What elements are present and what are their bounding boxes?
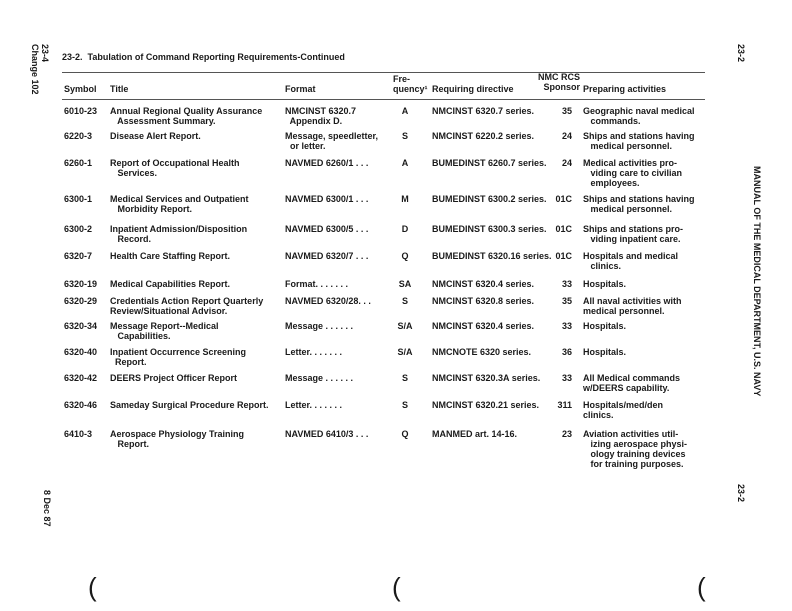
change-number: Change 102 [30, 44, 40, 95]
cell-directive: BUMEDINST 6300.2 series. [432, 194, 547, 204]
header-preparing: Preparing activities [583, 84, 667, 94]
cell-directive: NMCINST 6320.7 series. [432, 106, 535, 116]
cell-title: Inpatient Admission/Disposition Record. [110, 224, 248, 244]
cell-format: Letter. . . . . . . [285, 400, 343, 410]
cell-sponsor: 33 [561, 321, 572, 331]
margin-page-top: 23-2 [736, 44, 746, 63]
cell-sponsor: 36 [561, 347, 572, 357]
cell-title: Report of Occupational Health Services. [110, 158, 240, 178]
cell-preparing: Ships and stations having medical personnel. [583, 131, 695, 151]
cell-format: Message, speedletter, or letter. [285, 131, 379, 151]
cell-format: NAVMED 6300/5 . . . [285, 224, 369, 234]
header-symbol: Symbol [64, 84, 97, 94]
cell-preparing: Hospitals. [583, 279, 627, 289]
cell-frequency: Q [401, 251, 409, 261]
cell-symbol: 6320-42 [64, 373, 98, 383]
cell-sponsor: 311 [557, 400, 572, 410]
cell-directive: NMCINST 6220.2 series. [432, 131, 535, 141]
binding-hole-mark: ( [88, 572, 97, 602]
cell-format: Format. . . . . . . [285, 279, 349, 289]
cell-format: Message . . . . . . [285, 373, 354, 383]
cell-title: Annual Regional Quality Assurance Assessment Summary. [110, 106, 263, 126]
cell-sponsor: 01C [555, 251, 572, 261]
margin-change-label [30, 44, 50, 95]
cell-directive: NMCINST 6320.4 series. [432, 321, 535, 331]
cell-preparing: All Medical commands w/DEERS capability. [583, 373, 681, 393]
header-title: Title [110, 84, 129, 94]
cell-symbol: 6220-3 [64, 131, 93, 141]
cell-symbol: 6320-29 [64, 296, 98, 306]
cell-sponsor: 35 [561, 296, 572, 306]
cell-sponsor: 24 [561, 131, 572, 141]
cell-preparing: Ships and stations pro- viding inpatient care. [583, 224, 684, 244]
cell-format: NAVMED 6320/7 . . . [285, 251, 369, 261]
cell-sponsor: 23 [561, 429, 572, 439]
cell-frequency: Q [401, 429, 409, 439]
cell-frequency: M [401, 194, 409, 204]
margin-running-head: MANUAL OF THE MEDICAL DEPARTMENT, U.S. NAVY [752, 166, 762, 397]
cell-frequency: S [401, 131, 408, 141]
cell-title: Medical Capabilities Report. [110, 279, 231, 289]
cell-preparing: All naval activities with medical personnel. [583, 296, 682, 316]
header-frequency: Fre- quency¹ [393, 74, 428, 94]
cell-title: Message Report--Medical Capabilities. [110, 321, 219, 341]
cell-symbol: 6320-19 [64, 279, 98, 289]
cell-preparing: Hospitals. [583, 321, 627, 331]
cell-directive: BUMEDINST 6260.7 series. [432, 158, 547, 168]
cell-frequency: S/A [397, 347, 413, 357]
cell-frequency: S [401, 400, 408, 410]
header-directive: Requiring directive [432, 84, 514, 94]
cell-directive: MANMED art. 14-16. [432, 429, 518, 439]
chapter-page: 23-4 [40, 44, 50, 63]
margin-page-bottom: 23-2 [736, 484, 746, 503]
cell-format: Message . . . . . . [285, 321, 354, 331]
cell-preparing: Hospitals. [583, 347, 627, 357]
cell-format: NAVMED 6410/3 . . . [285, 429, 369, 439]
cell-directive: NMCINST 6320.8 series. [432, 296, 535, 306]
cell-sponsor: 33 [561, 373, 572, 383]
cell-frequency: A [401, 106, 409, 116]
cell-symbol: 6010-23 [64, 106, 98, 116]
cell-title: Health Care Staffing Report. [110, 251, 231, 261]
table-title: 23-2. Tabulation of Command Reporting Requirements-Continued [62, 52, 345, 62]
cell-directive: NMCINST 6320.4 series. [432, 279, 535, 289]
cell-frequency: D [401, 224, 409, 234]
header-rule [62, 99, 705, 100]
header-format: Format [285, 84, 316, 94]
cell-symbol: 6300-1 [64, 194, 93, 204]
cell-format: NAVMED 6320/28. . . [285, 296, 371, 306]
cell-directive: NMCINST 6320.21 series. [432, 400, 540, 410]
cell-sponsor: 24 [561, 158, 572, 168]
cell-directive: BUMEDINST 6300.3 series. [432, 224, 547, 234]
cell-symbol: 6260-1 [64, 158, 93, 168]
cell-preparing: Medical activities pro- viding care to civilian employees. [583, 158, 683, 188]
cell-frequency: S/A [397, 321, 413, 331]
binding-hole-mark: ( [392, 572, 401, 602]
cell-preparing: Aviation activities util- izing aerospace physi- ology training devices for training purposes. [583, 429, 688, 469]
cell-sponsor: 01C [555, 194, 572, 204]
cell-symbol: 6320-34 [64, 321, 98, 331]
header-sponsor: NMC RCS Sponsor [538, 72, 580, 92]
cell-format: NAVMED 6300/1 . . . [285, 194, 369, 204]
binding-hole-mark: ( [697, 572, 706, 602]
cell-title: Aerospace Physiology Training Report. [110, 429, 245, 449]
cell-symbol: 6300-2 [64, 224, 93, 234]
cell-title: Credentials Action Report Quarterly Review/Situational Advisor. [110, 296, 264, 316]
cell-sponsor: 33 [561, 279, 572, 289]
cell-symbol: 6320-7 [64, 251, 93, 261]
cell-title: Medical Services and Outpatient Morbidity Report. [110, 194, 249, 214]
cell-frequency: S [401, 296, 408, 306]
cell-sponsor: 35 [561, 106, 572, 116]
top-rule [62, 72, 705, 73]
cell-preparing: Hospitals/med/den clinics. [583, 400, 664, 420]
cell-symbol: 6320-40 [64, 347, 98, 357]
cell-format: Letter. . . . . . . [285, 347, 343, 357]
cell-title: Inpatient Occurrence Screening Report. [110, 347, 247, 367]
cell-frequency: SA [398, 279, 412, 289]
cell-preparing: Geographic naval medical commands. [583, 106, 695, 126]
cell-symbol: 6410-3 [64, 429, 93, 439]
cell-frequency: A [401, 158, 409, 168]
cell-format: NMCINST 6320.7 Appendix D. [285, 106, 357, 126]
cell-directive: NMCINST 6320.3A series. [432, 373, 541, 383]
cell-format: NAVMED 6260/1 . . . [285, 158, 369, 168]
cell-directive: BUMEDINST 6320.16 series. [432, 251, 552, 261]
cell-preparing: Ships and stations having medical personnel. [583, 194, 695, 214]
cell-title: DEERS Project Officer Report [110, 373, 238, 383]
cell-sponsor: 01C [555, 224, 572, 234]
margin-date: 8 Dec 87 [42, 490, 52, 527]
cell-preparing: Hospitals and medical clinics. [583, 251, 679, 271]
cell-symbol: 6320-46 [64, 400, 98, 410]
cell-title: Disease Alert Report. [110, 131, 201, 141]
cell-directive: NMCNOTE 6320 series. [432, 347, 532, 357]
cell-frequency: S [401, 373, 408, 383]
cell-title: Sameday Surgical Procedure Report. [110, 400, 269, 410]
